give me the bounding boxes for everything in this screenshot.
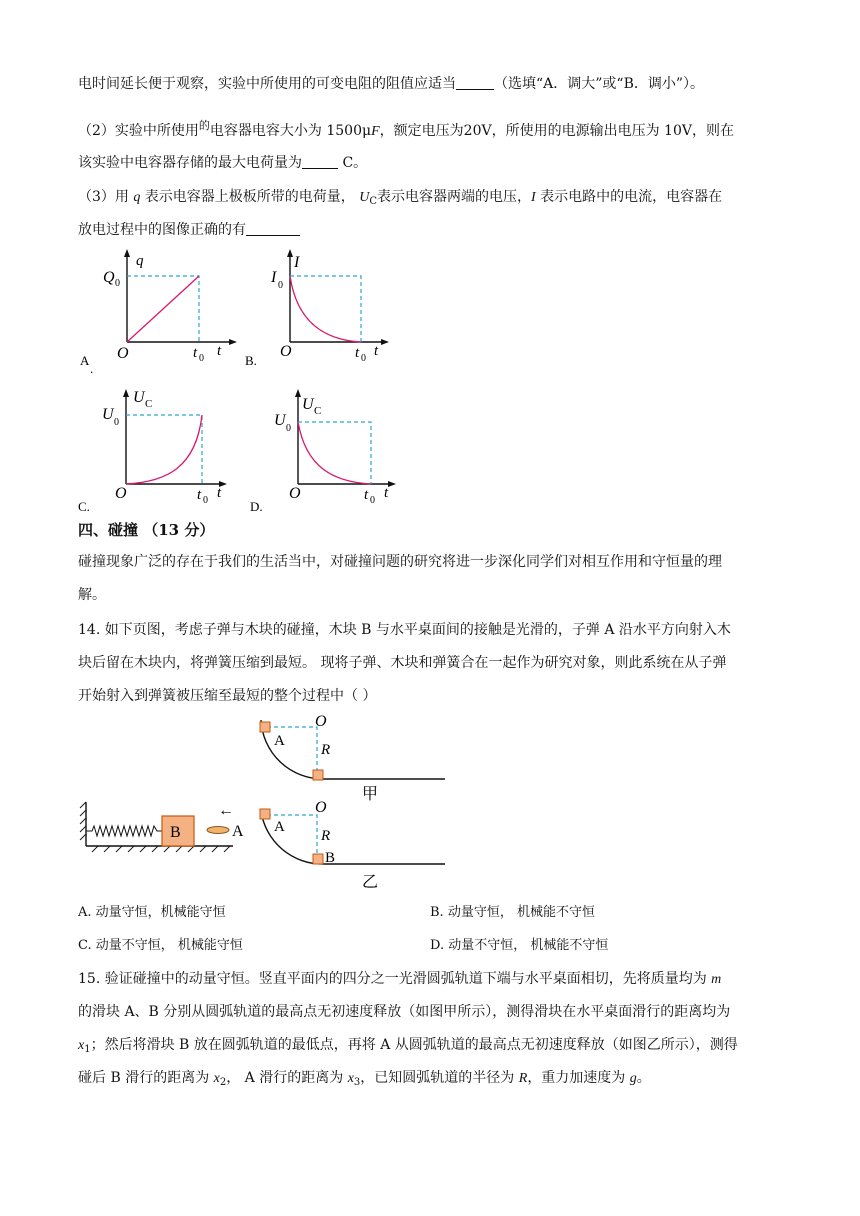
var-q: q [133,190,141,205]
x-arrow [381,339,389,345]
q15-line1 [78,969,782,990]
block-label: B [170,824,181,841]
x0-sub: 0 [203,495,208,506]
radius-label: R [321,742,331,758]
var-x3-sub: 3 [353,1077,361,1088]
part2-text-a: （2）实验中所使用 [78,123,199,139]
y-arrow [295,389,301,397]
part2-line2-unit: C。 [338,155,368,171]
center-O-label: O [315,713,327,730]
part2-text-c: ，额定电压为20V，所使用的电源输出电压为 10V，则在 [379,123,734,139]
slider-B [313,854,323,864]
q15-line4-text-b: ， A 滑行的距离为 [226,1070,348,1086]
q15-line1-text: 15. 验证碰撞中的动量守恒。竖直平面内的四分之一光滑圆弧轨道下端与水平桌面相切，先将质量均为 [78,971,712,987]
slider-A-label: A [274,733,285,749]
spring-block-figure [78,800,258,860]
part3-text-b: 表示电容器上极板所带的电荷量， [140,189,360,205]
graph-C[interactable] [78,380,278,520]
y0-sub: 0 [278,280,283,291]
answer-blank-resistance[interactable] [456,75,494,90]
option-label: A [80,353,90,368]
arc-figure-jia [255,710,455,803]
q14-option-D[interactable]: D. 动量不守恒， 机械能不守恒 [430,938,609,953]
x-label: t [374,343,379,359]
slider-A [260,722,270,732]
origin-label: O [115,485,127,502]
var-m: m [711,972,722,987]
slider-A [260,809,270,819]
y-label: U [302,396,314,413]
y-label: q [136,253,144,269]
q15-line4-text-d: ，重力加速度为 [527,1070,630,1086]
arc-figure-yi [255,795,455,890]
var-U-sub: C [369,196,378,207]
q15-line3 [78,1035,782,1060]
part3-text-c: 表示电容器两端的电压， [377,189,532,205]
y0-sub: 0 [286,423,291,434]
part3-line2-text: 放电过程中的图像正确的有 [78,222,246,238]
y-label: I [294,254,300,271]
q15-line2: 的滑块 A、B 分别从圆弧轨道的最高点无初速度释放（如图甲所示），测得滑块在水平桌面滑行的距离均为 [78,1004,731,1020]
y0-sub: 0 [114,417,119,428]
option-label: C. [78,499,90,514]
q13-part2-line2 [78,153,782,173]
q13-line1-choice: （选填“A．调大”或“B．调小”）。 [494,76,705,92]
var-x2-sub: 2 [219,1077,227,1088]
origin-label: O [117,345,129,362]
var-I: I [531,190,536,205]
q14-line3: 开始射入到弹簧被压缩至最短的整个过程中（ ） [78,688,377,704]
q15-line4-text-c: ，已知圆弧轨道的半径为 [360,1070,519,1086]
y-arrow [123,389,129,397]
section4-intro-line1: 碰撞现象广泛的存在于我们的生活当中，对碰撞问题的研究将进一步深化同学们对相互作用和守恒量的理 [78,554,722,570]
y0-label: U [102,406,114,423]
y0-label: Q [103,269,115,286]
part3-text-a: （3）用 [78,189,134,205]
unit-F: F [371,124,380,139]
figure-caption: 乙 [362,874,379,891]
q13-part2-line1 [78,116,782,142]
y-arrow [124,249,130,257]
x-arrow [229,339,237,345]
radius-label: R [321,828,331,844]
slider-bottom [313,770,323,780]
option-label: D. [250,499,263,514]
y-arrow [287,249,293,257]
curve-decay [290,276,361,342]
slider-B-label: B [325,850,336,866]
answer-blank-graph[interactable] [246,221,300,236]
velocity-arrow-icon: ← [218,802,234,819]
y0-sub: 0 [115,278,120,289]
y-label: U [133,389,145,406]
var-x1-sub: 1 [84,1044,91,1055]
var-x2: x [213,1071,220,1086]
q13-line1-text: 电时间延长便于观察，实验中所使用的可变电阻的阻值应适当 [78,76,456,92]
part2-superscript: 的 [198,119,210,132]
var-x3: x [347,1071,354,1086]
part3-text-d: 表示电路中的电流，电容器在 [535,189,723,205]
option-label: B. [245,353,257,368]
q15-line4-text-a: 碰后 B 滑行的距离为 [78,1070,214,1086]
var-R: R [518,1071,528,1086]
x0-label: t [197,487,202,503]
q14-option-B[interactable]: B. 动量守恒， 机械能不守恒 [430,905,595,920]
x0-sub: 0 [199,353,204,364]
var-U: U [359,190,370,205]
spring [86,826,162,836]
graph-B[interactable] [245,245,445,375]
y-label-sub: C [314,405,322,417]
y0-label: U [274,412,286,429]
q13-part3-line2 [78,220,782,240]
x0-sub: 0 [361,353,366,364]
section4-intro-line2: 解。 [78,587,106,603]
graph-D[interactable] [250,380,450,520]
part2-text-b: 电容器电容大小为 1500μ [209,123,372,139]
bullet-label: A [232,823,244,840]
bullet-A [207,827,229,834]
wall-hatch [80,802,86,840]
q14-option-C[interactable]: C. 动量不守恒， 机械能守恒 [78,938,243,953]
q14-option-A[interactable]: A. 动量守恒，机械能守恒 [78,905,226,920]
q15-line4 [78,1068,782,1093]
x-label: t [384,485,389,501]
q15-line4-text-e: 。 [636,1070,651,1086]
x-label: t [217,485,222,501]
var-x1: x [78,1038,85,1053]
center-O-label: O [315,799,327,816]
x-label: t [217,343,222,359]
slider-A-label: A [274,819,285,835]
answer-blank-charge[interactable] [302,154,338,169]
x0-label: t [193,345,198,361]
floor-hatch [92,846,230,852]
figure-caption: 甲 [362,786,379,803]
x0-sub: 0 [370,495,375,506]
x-arrow [388,481,396,487]
guide-dashed [126,415,202,484]
origin-label: O [280,343,292,360]
q14-line1: 14. 如下页图，考虑子弹与木块的碰撞，木块 B 与水平桌面间的接触是光滑的，子弹 A 沿水平方向射入木 [78,622,731,638]
q13-line1 [78,74,782,94]
origin-label: O [289,485,301,502]
part2-line2-text: 该实验中电容器存储的最大电荷量为 [78,155,302,171]
y0-label: I [271,269,277,286]
var-g: g [629,1071,637,1086]
y-label-sub: C [145,398,153,410]
x0-label: t [355,345,360,361]
curve-convex [126,415,202,484]
section4-title: 四、碰撞 （13 分） [78,521,215,539]
curve-line [127,276,199,342]
q15-line3-text: ；然后将滑块 B 放在圆弧轨道的最低点，再将 A 从圆弧轨道的最高点无初速度释放（如图乙所示），测得 [90,1037,738,1053]
x0-label: t [364,487,369,503]
q14-line2: 块后留在木块内，将弹簧压缩到最短。 现将子弹、木块和弹簧合在一起作为研究对象，则此系统在从子弹 [78,655,727,671]
curve-decay [298,422,371,484]
option-dot: . [90,361,94,376]
q13-part3-line1 [78,187,782,212]
